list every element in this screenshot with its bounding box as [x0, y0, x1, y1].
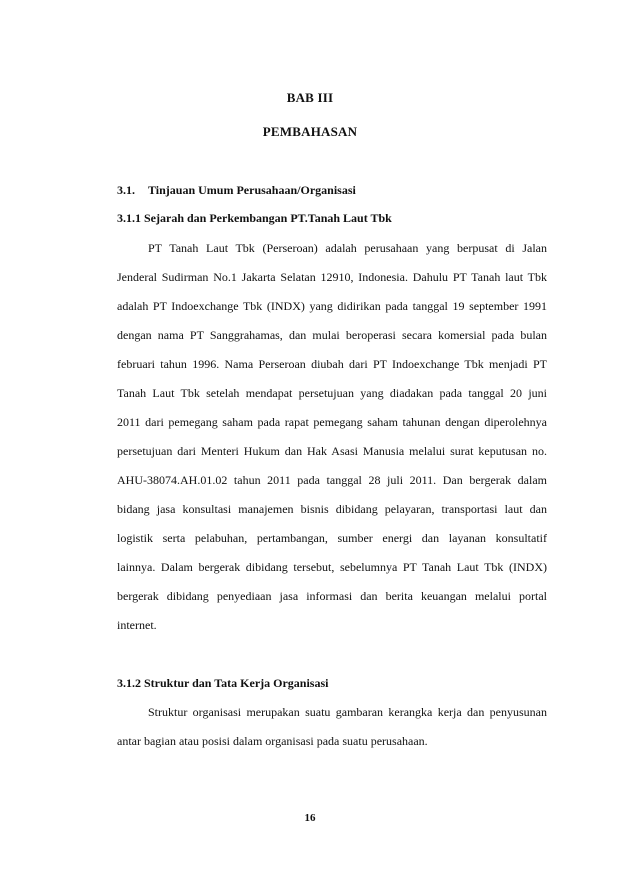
paragraph-line: dengan nama PT Sanggrahamas, dan mulai beroperasi secara komersial pada bulan	[117, 328, 547, 342]
page-number: 16	[304, 812, 316, 824]
paragraph-line: Struktur organisasi merupakan suatu gambaran kerangka kerja dan penyusunan	[148, 705, 547, 719]
chapter-label: BAB III	[286, 90, 334, 105]
section-3-1-number: 3.1.	[117, 183, 135, 197]
paragraph-line: bergerak dibidang penyediaan jasa informasi dan berita keuangan melalui portal	[117, 589, 547, 603]
paragraph-line: antar bagian atau posisi dalam organisasi pada suatu perusahaan.	[117, 734, 428, 748]
paragraph-line: Tanah Laut Tbk setelah mendapat persetujuan yang diadakan pada tanggal 20 juni	[117, 386, 547, 400]
paragraph-line: adalah PT Indoexchange Tbk (INDX) yang didirikan pada tanggal 19 september 1991	[117, 299, 547, 313]
section-3-1-heading	[117, 183, 356, 198]
paragraph-line: februari tahun 1996. Nama Perseroan diubah dari PT Indoexchange Tbk menjadi PT	[117, 357, 547, 371]
section-3-1-1-heading: 3.1.1 Sejarah dan Perkembangan PT.Tanah Laut Tbk	[117, 211, 392, 225]
paragraph-line: Jenderal Sudirman No.1 Jakarta Selatan 12910, Indonesia. Dahulu PT Tanah laut Tbk	[117, 270, 547, 284]
paragraph-line: 2011 dari pemegang saham pada rapat pemegang saham tahunan dengan diperolehnya	[117, 415, 547, 429]
paragraph-line: lainnya. Dalam bergerak dibidang tersebut, sebelumnya PT Tanah Laut Tbk (INDX)	[117, 560, 547, 574]
section-3-1-title: Tinjauan Umum Perusahaan/Organisasi	[148, 183, 356, 197]
paragraph-line: bidang jasa konsultasi manajemen bisnis dibidang pelayaran, transportasi laut dan	[117, 502, 547, 516]
paragraph-line: internet.	[117, 618, 157, 632]
paragraph-line: persetujuan dari Menteri Hukum dan Hak Asasi Manusia melalui surat keputusan no.	[117, 444, 547, 458]
chapter-title: PEMBAHASAN	[262, 124, 358, 139]
paragraph-line: AHU-38074.AH.01.02 tahun 2011 pada tanggal 28 juli 2011. Dan bergerak dalam	[117, 473, 547, 487]
section-3-1-2-heading: 3.1.2 Struktur dan Tata Kerja Organisasi	[117, 676, 329, 690]
paragraph-line: logistik serta pelabuhan, pertambangan, sumber energi dan layanan konsultatif	[117, 531, 547, 545]
paragraph-line: PT Tanah Laut Tbk (Perseroan) adalah perusahaan yang berpusat di Jalan	[148, 241, 547, 255]
